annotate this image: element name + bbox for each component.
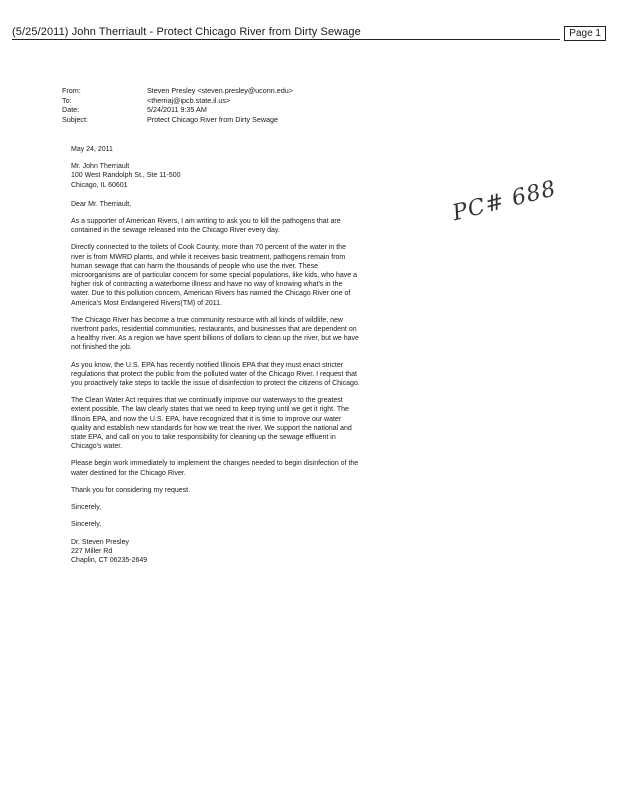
handwritten-pc-number	[446, 176, 576, 256]
from-value: Steven Presley <steven.presley@uconn.edu>	[147, 86, 293, 95]
paragraph: Directly connected to the toilets of Cook County, more than 70 percent of the water in the river is from MWRD plants, and while it receives basic treatment, pathogens remain from human sewage that can harm the thousands of people who use the river. These microorganisms are of particular concern for some special populations, like kids, who have a higher risk of contracting a waterborne illness and have no way of knowing what's in the water. Due to this pollution concern, American Rivers has named the Chicago River one of America's Most Endangered Rivers(TM) of 2011.	[71, 244, 357, 307]
from-label: From:	[62, 86, 81, 95]
subject-label: Subject:	[62, 114, 88, 124]
paragraph: As a supporter of American Rivers, I am writing to ask you to kill the pathogens that are contained in the sewage released into the Chicago River every day.	[71, 218, 341, 235]
page-number-box: Page 1	[564, 26, 606, 41]
address-line: Mr. John Therriault	[71, 163, 130, 171]
address-line: 100 West Randolph St., Ste 11-500	[71, 172, 181, 180]
meta-from-row	[62, 86, 293, 96]
signature-line: 227 Miller Rd	[71, 547, 113, 555]
closing: Sincerely,	[71, 504, 102, 512]
paragraph: The Chicago River has become a true community resource with all kinds of wildlife, new riverfront parks, residential communities, restaurants, and businesses that are dependent on a healthy river. As a region we have spent billions of dollars to clean up the river, but we have not finished the job.	[71, 316, 359, 352]
address-line: Chicago, IL 60601	[71, 181, 128, 189]
meta-to-row	[62, 96, 293, 106]
header-title: (5/25/2011) John Therriault - Protect Chicago River from Dirty Sewage	[12, 26, 361, 38]
salutation: Dear Mr. Therriault,	[71, 200, 132, 208]
to-value: <therriaj@ipcb.state.il.us>	[147, 95, 231, 105]
fax-header	[12, 26, 606, 42]
email-meta	[62, 86, 293, 124]
recipient-address	[71, 162, 361, 190]
paragraph: The Clean Water Act requires that we continually improve our waterways to the greatest extent possible. The law clearly states that we need to keep trying until we get it right. The Illinois EPA, and now the U.S. EPA, have recognized that it is time to improve our water quality and establish new standards for how we treat the river. We support the national and state EPA, and call on you to take responsibility for cleaning up the sewage effluent in Chicago's water.	[71, 397, 352, 451]
header-rule	[12, 39, 560, 40]
signature-line: Chaplin, CT 06235-2649	[71, 556, 148, 564]
pc-number-text: PC# 688	[450, 176, 559, 227]
letter-body	[71, 145, 361, 575]
signature-line: Dr. Steven Presley	[71, 538, 129, 546]
meta-subject-row	[62, 115, 293, 125]
to-label: To:	[62, 95, 72, 105]
meta-date-row	[62, 105, 293, 115]
letter-date: May 24, 2011	[71, 146, 113, 153]
signature-block	[71, 538, 361, 566]
closing: Sincerely,	[71, 521, 102, 529]
date-value: 5/24/2011 9:35 AM	[147, 105, 207, 115]
paragraph: Thank you for considering my request.	[71, 486, 191, 494]
date-label: Date:	[62, 105, 80, 115]
subject-value: Protect Chicago River from Dirty Sewage	[147, 114, 279, 124]
paragraph: Please begin work immediately to implement the changes needed to begin disinfection of the water destined for the Chicago River.	[71, 460, 359, 477]
paragraph: As you know, the U.S. EPA has recently notified Illinois EPA that they must enact stricter regulations that protect the public from the polluted water of the Chicago River. I request that you proactively take steps to tackle the issue of disinfection to protect the citizens of Chicago.	[71, 361, 360, 388]
